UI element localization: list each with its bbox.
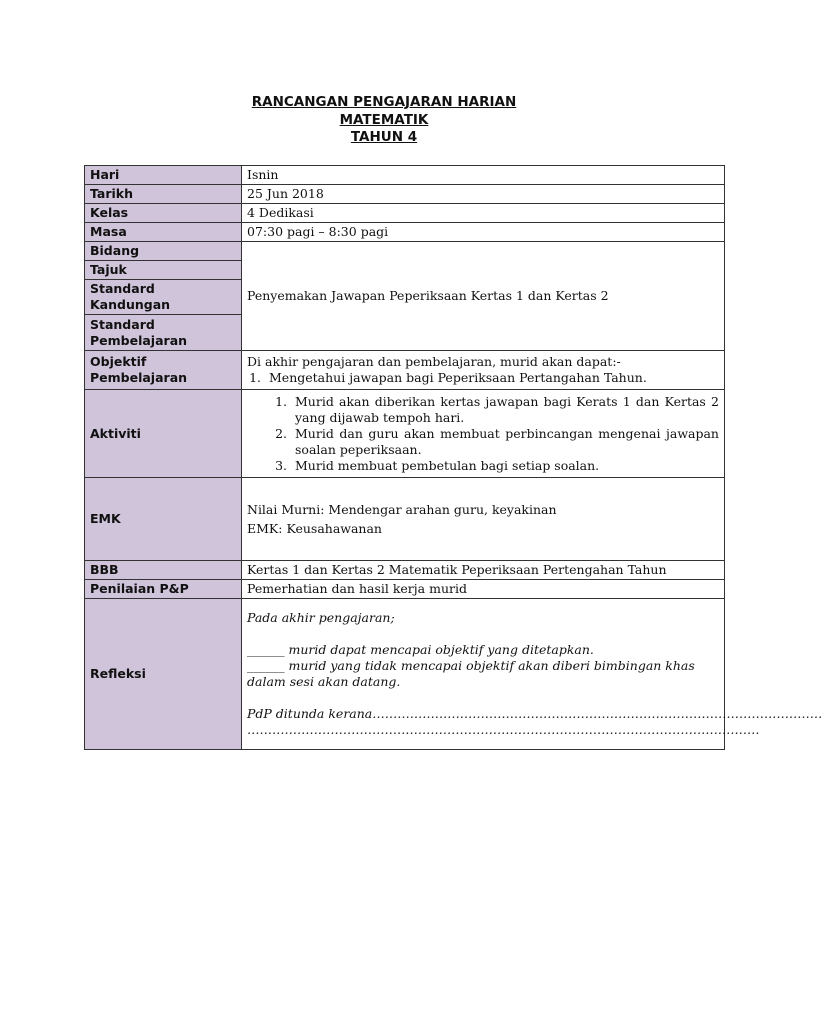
value-penilaian: Pemerhatian dan hasil kerja murid xyxy=(242,580,725,599)
label-objektif: Objektif Pembelajaran xyxy=(85,351,242,390)
label-standard-pembelajaran: Standard Pembelajaran xyxy=(85,315,242,351)
label-refleksi: Refleksi xyxy=(85,599,242,750)
label-hari: Hari xyxy=(85,166,242,185)
refleksi-line-2: ______ murid dapat mencapai objektif yang ditetapkan. xyxy=(247,642,594,657)
refleksi-line-5: …………………………………………………………………………………………………………… xyxy=(247,722,760,737)
value-emk xyxy=(242,478,725,561)
value-masa: 07:30 pagi – 8:30 pagi xyxy=(242,223,725,242)
value-tarikh: 25 Jun 2018 xyxy=(242,185,725,204)
row-penilaian xyxy=(85,580,725,599)
row-tarikh xyxy=(85,185,725,204)
value-kelas: 4 Dedikasi xyxy=(242,204,725,223)
value-hari: Isnin xyxy=(242,166,725,185)
title-line-1: RANCANGAN PENGAJARAN HARIAN xyxy=(251,94,517,110)
value-objektif xyxy=(242,351,725,390)
objektif-intro: Di akhir pengajaran dan pembelajaran, murid akan dapat:- xyxy=(247,354,621,369)
label-emk: EMK xyxy=(85,478,242,561)
refleksi-line-4: PdP ditunda kerana……………………………………………………………………………………………… xyxy=(247,706,822,721)
lesson-plan-table xyxy=(84,165,822,750)
row-refleksi xyxy=(85,599,725,750)
label-standard-kandungan: Standard Kandungan xyxy=(85,280,242,315)
label-bidang: Bidang xyxy=(85,242,242,261)
row-objektif xyxy=(85,351,725,390)
row-masa xyxy=(85,223,725,242)
value-refleksi xyxy=(242,599,822,750)
label-kelas: Kelas xyxy=(85,204,242,223)
document-title xyxy=(0,94,768,147)
row-kelas xyxy=(85,204,725,223)
label-tarikh: Tarikh xyxy=(85,185,242,204)
objektif-item: 1. Mengetahui jawapan bagi Peperiksaan Pertangahan Tahun. xyxy=(265,370,719,386)
title-line-3: TAHUN 4 xyxy=(350,129,418,145)
row-bidang xyxy=(85,242,725,261)
aktiviti-item: 2. Murid dan guru akan membuat perbincangan mengenai jawapan soalan peperiksaan. xyxy=(291,426,719,458)
aktiviti-item: 1. Murid akan diberikan kertas jawapan bagi Kerats 1 dan Kertas 2 yang dijawab tempoh hari. xyxy=(291,394,719,426)
value-aktiviti xyxy=(242,390,725,478)
value-bbb: Kertas 1 dan Kertas 2 Matematik Peperiksaan Pertengahan Tahun xyxy=(242,561,725,580)
label-tajuk: Tajuk xyxy=(85,261,242,280)
label-aktiviti: Aktiviti xyxy=(85,390,242,478)
value-topic: Penyemakan Jawapan Peperiksaan Kertas 1 dan Kertas 2 xyxy=(242,242,725,351)
objektif-list xyxy=(247,370,719,386)
row-emk xyxy=(85,478,725,561)
label-penilaian: Penilaian P&P xyxy=(85,580,242,599)
refleksi-line-1: Pada akhir pengajaran; xyxy=(247,610,395,625)
aktiviti-list xyxy=(247,394,719,474)
row-hari xyxy=(85,166,725,185)
label-masa: Masa xyxy=(85,223,242,242)
emk-line-1: Nilai Murni: Mendengar arahan guru, keyakinan xyxy=(247,501,557,517)
row-aktiviti xyxy=(85,390,725,478)
emk-line-2: EMK: Keusahawanan xyxy=(247,520,382,536)
title-line-2: MATEMATIK xyxy=(339,111,429,128)
label-bbb: BBB xyxy=(85,561,242,580)
aktiviti-item: 3. Murid membuat pembetulan bagi setiap soalan. xyxy=(291,458,719,474)
row-bbb xyxy=(85,561,725,580)
refleksi-line-3: ______ murid yang tidak mencapai objektif akan diberi bimbingan khas dalam sesi akan datang. xyxy=(247,658,695,689)
